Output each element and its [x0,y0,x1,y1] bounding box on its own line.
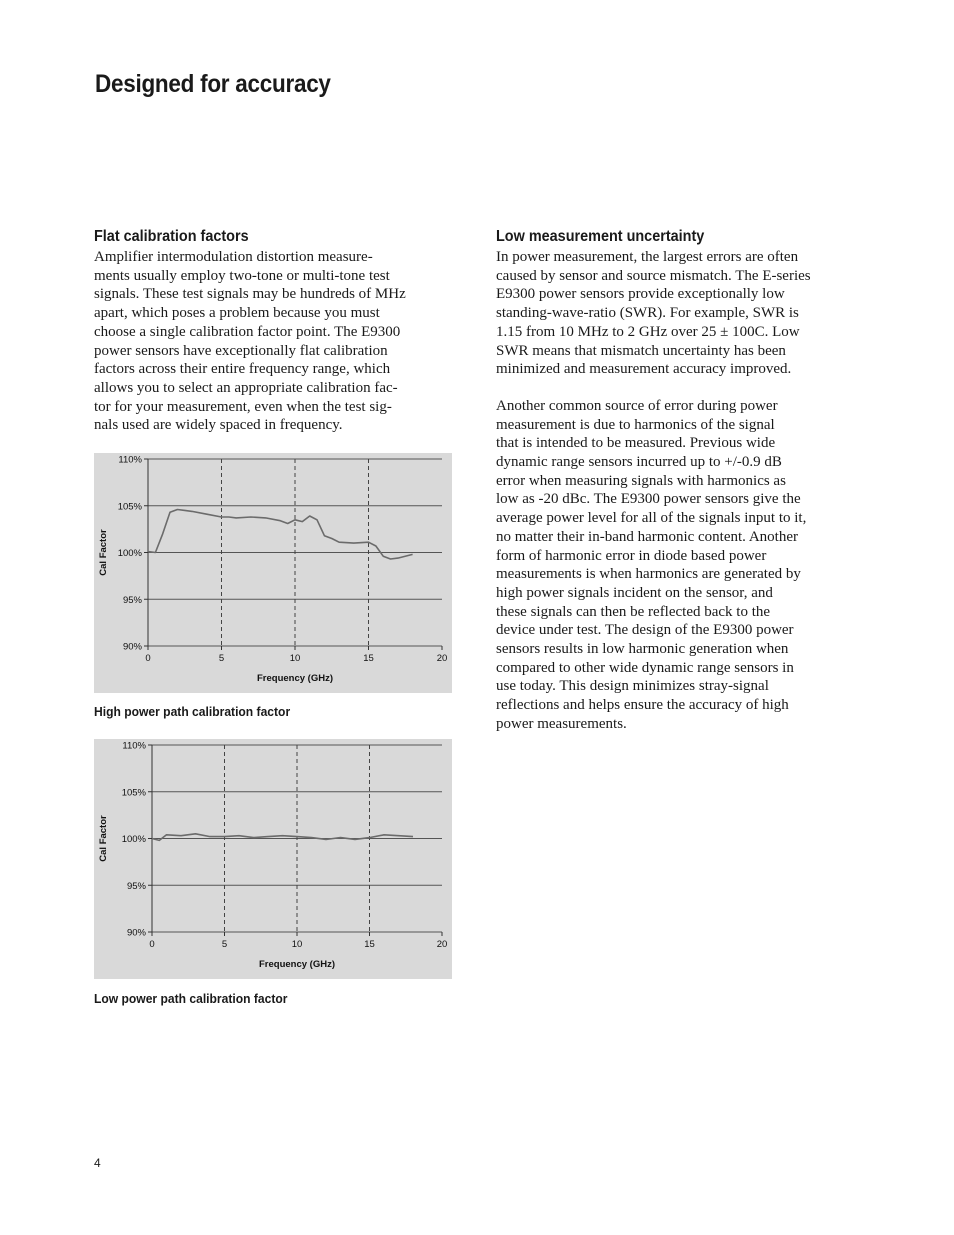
x-tick-label: 15 [364,939,375,950]
page-title: Designed for accuracy [95,70,331,98]
low-power-chart [94,739,452,979]
low-power-chart-caption: Low power path calibration factor [94,991,288,1006]
y-tick-label: 95% [122,594,142,606]
high-power-chart-svg [94,453,452,693]
y-axis-label: Cal Factor [98,815,109,862]
y-tick-label: 105% [117,501,142,513]
x-axis-label: Frequency (GHz) [256,673,334,684]
x-axis-label: Frequency (GHz) [258,959,336,970]
high-power-chart [94,453,452,693]
flat-calibration-body: Amplifier intermodulation distortion measure- ments usually employ two-tone or multi-tone test signals. These test signals may be hundreds of MHz apart, which poses a problem because you must choose a single calibration factor point. The E9300 power sensors have exceptionally flat calibration factors across their entire frequency range, which allows you to select an appropriate calibration fac- tor for your measurement, even when the test sig- nals used are widely spaced in frequency. [94,249,406,434]
y-tick-label: 90% [122,641,142,653]
y-tick-label: 110% [118,454,142,466]
left-column [94,226,460,435]
x-tick-label: 10 [291,939,303,950]
x-tick-label: 15 [363,653,374,664]
section-heading-measurement-uncertainty: Low measurement uncertainty [496,228,705,245]
uncertainty-paragraph-2: Another common source of error during power measurement is due to harmonics of the signal that is intended to be measured. Previous wide dynamic range sensors incurred up to +/-0.9 dB error when measuring signals with harmonics as low as -20 dBc. The E9300 power sensors give the average power level for all of the signals input to it, no matter their in-band harmonic content. Another form of harmonic error in diode based power measurements is when harmonics are generated by high power signals incident on the sensor, and these signals can then be reflected back to the device under test. The design of the E9300 power sensors results in low harmonic generation when compared to other wide dynamic range sensors in use today. This design minimizes stray-signal reflections and helps ensure the accuracy of high power measurements. [496,397,807,732]
x-tick-label: 0 [145,653,151,664]
y-tick-label: 90% [126,927,146,939]
x-tick-label: 5 [221,939,228,950]
cal-factor-series-line [152,834,413,841]
x-tick-label: 20 [436,939,448,950]
x-tick-label: 0 [149,939,155,950]
x-tick-label: 5 [218,653,225,664]
y-axis-label: Cal Factor [98,529,109,576]
high-power-chart-caption: High power path calibration factor [94,704,291,719]
y-tick-label: 95% [126,880,146,892]
x-tick-label: 20 [436,653,448,664]
right-column [496,226,862,734]
y-tick-label: 100% [121,834,146,845]
cal-factor-series-line [148,510,413,560]
y-tick-label: 100% [117,548,142,559]
page-number: 4 [94,1156,101,1170]
low-power-chart-svg [94,739,452,979]
uncertainty-paragraph-1: In power measurement, the largest errors are often caused by sensor and source mismatch. The E-series E9300 power sensors provide exceptionally low standing-wave-ratio (SWR). For example, SWR is 1.15 from 10 MHz to 2 GHz over 25 ± 100C. Low SWR means that mismatch uncertainty has been minimized and measurement accuracy improved. [496,249,811,378]
x-tick-label: 10 [289,653,301,664]
section-heading-flat-calibration: Flat calibration factors [94,228,249,245]
y-tick-label: 110% [122,740,146,752]
paragraph-spacer [496,379,862,397]
y-tick-label: 105% [121,787,146,799]
